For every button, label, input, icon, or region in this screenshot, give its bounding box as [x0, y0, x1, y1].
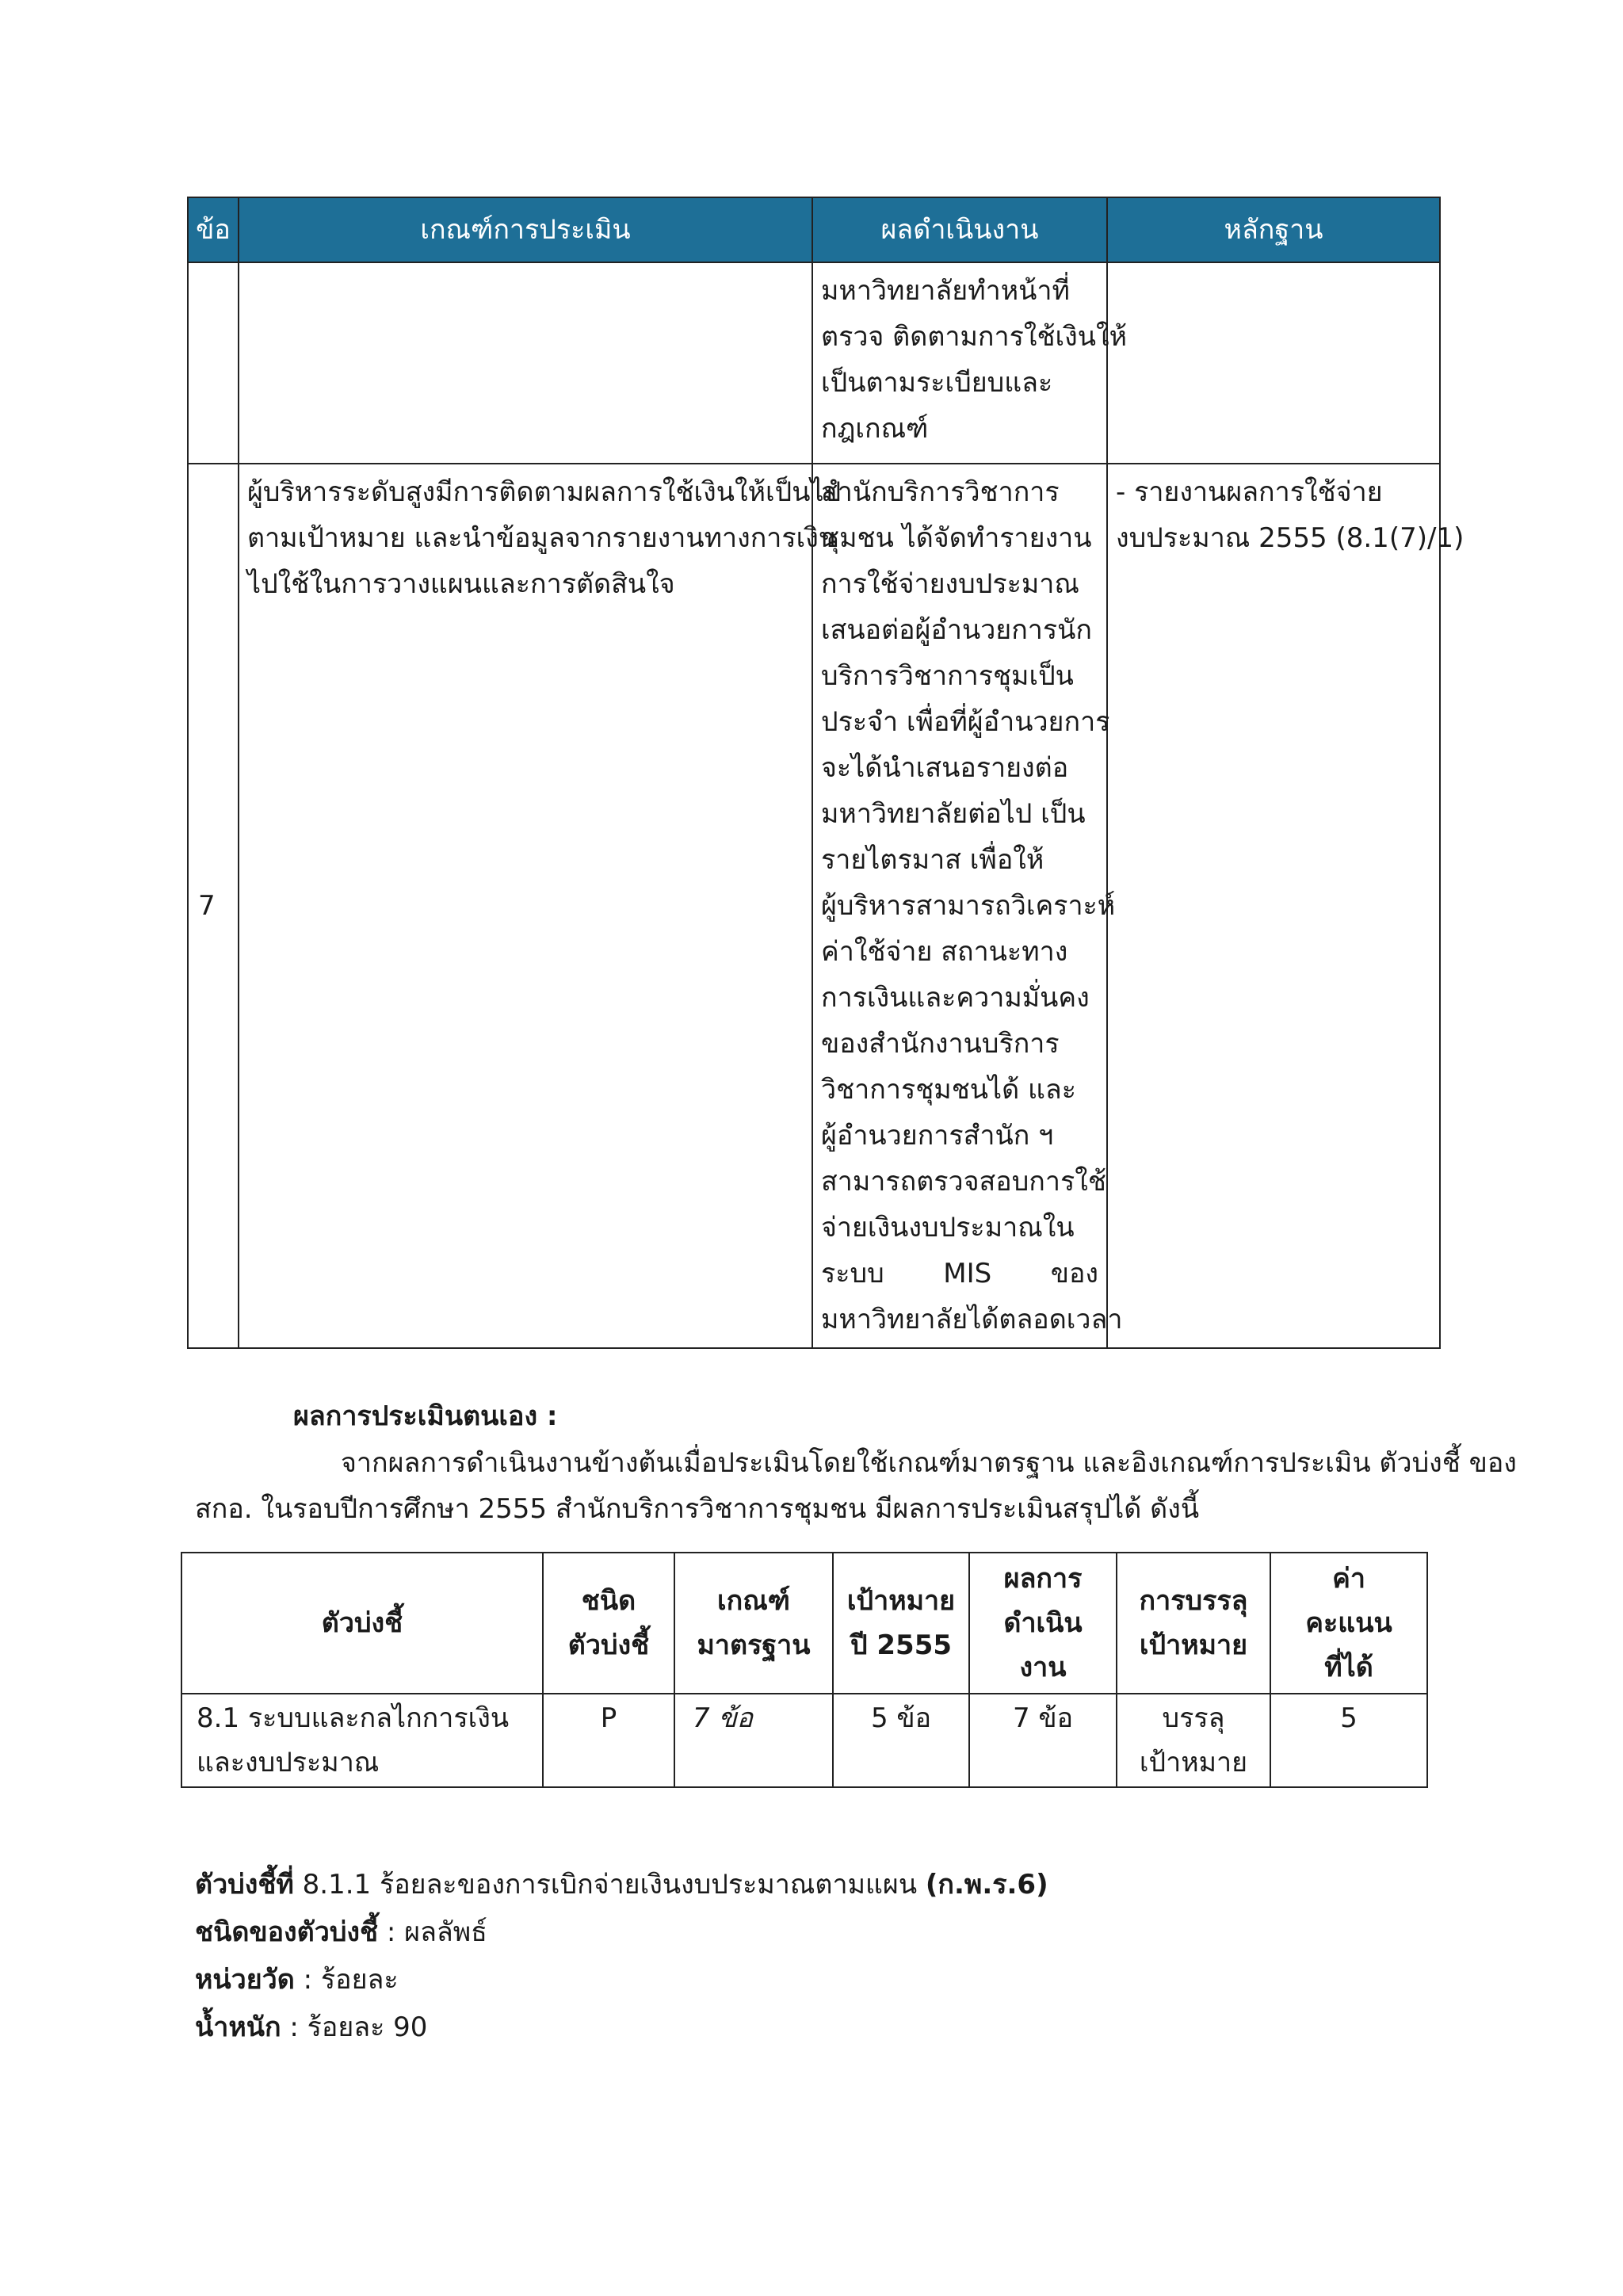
sum-header-target [833, 1553, 969, 1694]
result-word: ของ [1050, 1258, 1098, 1289]
result-line: ผู้อำนวยการสำนัก ฯ [821, 1120, 1054, 1152]
weight-label: น้ำหนัก [195, 2011, 281, 2043]
table-row-continued [188, 262, 1440, 464]
type-row [195, 1908, 1048, 1956]
header-line: มาตรฐาน [697, 1629, 811, 1661]
header-line: ค่า [1332, 1563, 1365, 1595]
sum-cell-indicator [181, 1694, 543, 1787]
result-line: สำนักบริการวิชาการ [821, 476, 1060, 508]
result-word: MIS [943, 1258, 992, 1289]
evidence-line: งบประมาณ 2555 (8.1(7)/1) [1116, 522, 1465, 554]
result-line: กฎเกณฑ์ [821, 413, 929, 445]
result-word: ระบบ [821, 1258, 884, 1289]
indicator-code: (ก.พ.ร.6) [925, 1869, 1048, 1901]
paragraph-line: สกอ. ในรอบปีการศึกษา 2555 สำนักบริการวิชาการชุมชน มีผลการประเมินสรุปได้ ดังนี้ [195, 1493, 1200, 1525]
header-line: เป้าหมาย [1139, 1629, 1248, 1661]
result-line: ค่าใช้จ่าย สถานะทาง [821, 936, 1068, 968]
header-criteria: เกณฑ์การประเมิน [239, 197, 812, 262]
header-line: ตัวบ่งชี้ [567, 1629, 650, 1661]
sum-header-result [969, 1553, 1117, 1694]
header-line: ปี 2555 [850, 1629, 953, 1661]
sum-header-indicator [181, 1553, 543, 1694]
result-line: ผู้บริหารสามารถวิเคราะห์ [821, 890, 1116, 922]
result-line: เป็นตามระเบียบและ [821, 367, 1053, 399]
cell-line: และงบประมาณ [197, 1747, 380, 1778]
indicator-info [195, 1861, 1048, 2051]
indicator-value: 8.1.1 ร้อยละของการเบิกจ่ายเงินงบประมาณตามแผน [293, 1869, 926, 1901]
unit-row [195, 1956, 1048, 2004]
header-line: ผลการ [1003, 1563, 1083, 1595]
result-line: การเงินและความมั่นคง [821, 982, 1090, 1014]
header-line: ชนิด [581, 1585, 636, 1617]
result-line: มหาวิทยาลัยทำหน้าที่ [821, 275, 1070, 307]
cell-criteria-empty [239, 262, 812, 464]
sum-header-achievement [1117, 1553, 1270, 1694]
indicator-label: ตัวบ่งชี้ที่ [195, 1869, 294, 1901]
header-line: คะแนน [1305, 1607, 1392, 1639]
result-line: ชุมชน ได้จัดทำรายงาน [821, 522, 1092, 554]
table-row-7 [188, 464, 1440, 1348]
header-line: ตัวบ่งชี้ [321, 1607, 403, 1639]
sum-header-standard [674, 1553, 833, 1694]
result-line: วิชาการชุมชนได้ และ [821, 1074, 1077, 1106]
result-line: จะได้นำเสนอรายงต่อ [821, 752, 1069, 784]
result-justified-line [821, 1251, 1098, 1297]
header-line: ดำเนิน [1003, 1607, 1083, 1639]
evidence-line: - รายงานผลการใช้จ่าย [1116, 476, 1383, 508]
summary-table [181, 1552, 1428, 1788]
criteria-line: ไปใช้ในการวางแผนและการตัดสินใจ [247, 568, 675, 600]
cell-evidence-empty [1107, 262, 1440, 464]
weight-value: : ร้อยละ 90 [281, 2011, 428, 2043]
cell-result-continued [812, 262, 1128, 464]
criteria-table [187, 197, 1465, 1349]
header-line: ที่ได้ [1324, 1652, 1373, 1683]
header-line: เป้าหมาย [846, 1585, 956, 1617]
sum-header-type [543, 1553, 674, 1694]
unit-value: : ร้อยละ [294, 1964, 399, 1996]
result-line: เสนอต่อผู้อำนวยการนัก [821, 614, 1092, 646]
paragraph-line: จากผลการดำเนินงานข้างต้นเมื่อประเมินโดยใช้เกณฑ์มาตรฐาน และอิงเกณฑ์การประเมิน ตัวบ่งชี้ ของ [341, 1447, 1517, 1479]
indicator-row [195, 1861, 1048, 1908]
criteria-line: ผู้บริหารระดับสูงมีการติดตามผลการใช้เงินให้เป็นไป [247, 476, 842, 508]
header-line: การบรรลุ [1139, 1585, 1248, 1617]
result-line: มหาวิทยาลัยต่อไป เป็น [821, 798, 1086, 830]
result-line: การใช้จ่ายงบประมาณ [821, 568, 1079, 600]
result-line: ของสำนักงานบริการ [821, 1028, 1060, 1060]
result-line: ตรวจ ติดตามการใช้เงินให้ [821, 321, 1128, 353]
sum-cell-target: 5 ข้อ [833, 1694, 969, 1787]
header-result: ผลดำเนินงาน [812, 197, 1107, 262]
type-label: ชนิดของตัวบ่งชี้ [195, 1916, 379, 1948]
summary-table-header [181, 1553, 1427, 1694]
result-line: จ่ายเงินงบประมาณใน [821, 1212, 1075, 1244]
result-line: บริการวิชาการชุมเป็น [821, 660, 1074, 692]
sum-cell-type: P [543, 1694, 674, 1787]
cell-line: บรรลุ [1162, 1702, 1225, 1734]
type-value: : ผลลัพธ์ [378, 1916, 487, 1948]
header-line: เกณฑ์ [717, 1585, 790, 1617]
criteria-table-header [188, 197, 1440, 262]
result-line: มหาวิทยาลัยได้ตลอดเวลา [821, 1304, 1123, 1335]
result-line: รายไตรมาส เพื่อให้ [821, 844, 1044, 876]
sum-cell-result: 7 ข้อ [969, 1694, 1117, 1787]
cell-no: 7 [188, 464, 239, 1348]
unit-label: หน่วยวัด [195, 1964, 295, 1996]
header-evidence: หลักฐาน [1107, 197, 1440, 262]
sum-cell-score: 5 [1270, 1694, 1427, 1787]
header-line: งาน [1019, 1652, 1067, 1683]
header-no: ข้อ [188, 197, 239, 262]
sum-cell-achievement [1117, 1694, 1270, 1787]
cell-line: เป้าหมาย [1139, 1747, 1248, 1778]
cell-evidence [1107, 464, 1465, 1348]
criteria-line: ตามเป้าหมาย และนำข้อมูลจากรายงานทางการเงิน [247, 522, 838, 554]
sum-cell-standard: 7 ข้อ [674, 1694, 833, 1787]
cell-result [812, 464, 1123, 1348]
cell-no-empty [188, 262, 239, 464]
cell-criteria [239, 464, 842, 1348]
self-assessment-heading: ผลการประเมินตนเอง : [293, 1400, 558, 1432]
cell-line: 8.1 ระบบและกลไกการเงิน [197, 1702, 510, 1734]
sum-header-score [1270, 1553, 1427, 1694]
self-assessment-paragraph [195, 1440, 1517, 1532]
result-line: สามารถตรวจสอบการใช้ [821, 1166, 1106, 1198]
summary-table-row [181, 1694, 1427, 1787]
result-line: ประจำ เพื่อที่ผู้อำนวยการ [821, 706, 1110, 738]
weight-row [195, 2004, 1048, 2051]
